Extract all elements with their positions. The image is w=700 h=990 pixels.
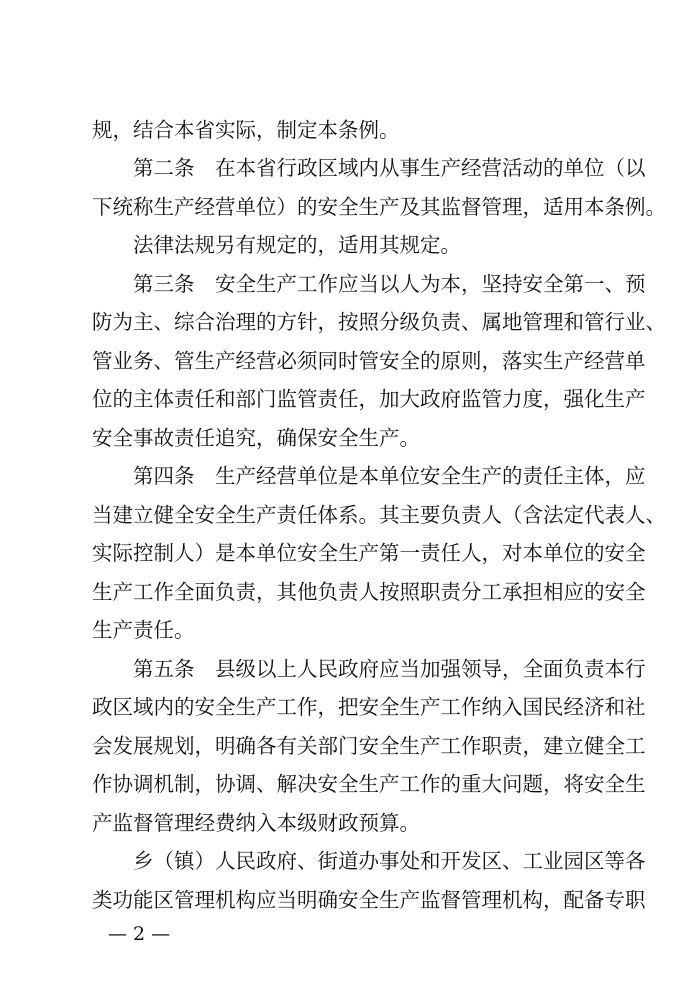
text-line: 管业务、管生产经营必须同时管安全的原则，落实生产经营单 [92, 349, 646, 373]
text-line: 下统称生产经营单位）的安全生产及其监督管理，适用本条例。 [92, 195, 666, 219]
text-line: 第二条 在本省行政区域内从事生产经营活动的单位（以 [92, 156, 646, 180]
text-line: 第四条 生产经营单位是本单位安全生产的责任主体，应 [92, 464, 646, 488]
text-line: 作协调机制，协调、解决安全生产工作的重大问题，将安全生 [92, 772, 646, 796]
text-line: 生产工作全面负责，其他负责人按照职责分工承担相应的安全 [92, 580, 646, 604]
text-line: 生产责任。 [92, 618, 195, 642]
text-line: 实际控制人）是本单位安全生产第一责任人，对本单位的安全 [92, 541, 646, 565]
page-number: — 2 — [108, 923, 171, 945]
text-line: 法律法规另有规定的，适用其规定。 [92, 233, 461, 257]
text-line: 产监督管理经费纳入本级财政预算。 [92, 811, 420, 835]
text-line: 第五条 县级以上人民政府应当加强领导，全面负责本行 [92, 657, 646, 681]
text-line: 乡（镇）人民政府、街道办事处和开发区、工业园区等各 [92, 849, 646, 873]
text-line: 当建立健全安全生产责任体系。其主要负责人（含法定代表人、 [92, 503, 666, 527]
text-line: 会发展规划，明确各有关部门安全生产工作职责，建立健全工 [92, 734, 646, 758]
text-line: 位的主体责任和部门监管责任，加大政府监管力度，强化生产 [92, 387, 646, 411]
text-line: 类功能区管理机构应当明确安全生产监督管理机构，配备专职 [92, 888, 646, 912]
text-line: 政区域内的安全生产工作，把安全生产工作纳入国民经济和社 [92, 695, 646, 719]
text-line: 规，结合本省实际，制定本条例。 [92, 118, 400, 142]
text-line: 第三条 安全生产工作应当以人为本，坚持安全第一、预 [92, 272, 646, 296]
text-line: 安全事故责任追究，确保安全生产。 [92, 426, 420, 450]
text-line: 防为主、综合治理的方针，按照分级负责、属地管理和管行业、 [92, 310, 666, 334]
